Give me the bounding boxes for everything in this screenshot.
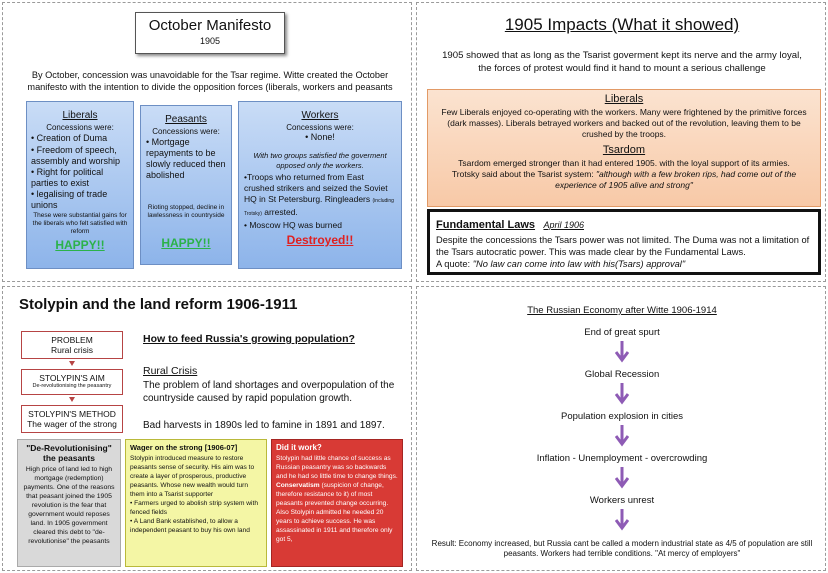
wager-heading: Wager on the strong [1906-07] (130, 443, 238, 452)
liberals-item: • Right for political parties to exist (31, 167, 104, 188)
fl-date: April 1906 (543, 220, 585, 230)
page-title: 1905 Impacts (What it showed) (504, 15, 740, 34)
liberals-note: These were substantial gains for the liberals who felt satisfied with reform (32, 212, 128, 235)
did-it-work-text1: Stolypin had little chance of success as Russian peasantry was so backwards and he had so little time to change things. (276, 455, 398, 480)
rural-crisis-text: The problem of land shortages and overpopulation of the countryside caused by rapid population growth. (143, 380, 395, 404)
workers-detail-end: arrested. (261, 207, 298, 217)
wager-text: Stolypin introduced measure to restore peasants sense of security. His aim was to create a layer of prosperous, productive peasants. Whose new wealth would turn them into a Tsarist supporter (130, 455, 255, 498)
title-box (135, 12, 285, 54)
workers-detail-text: •Troops who returned from East crushed strikers and seized the Soviet HQ in St Petersburg. Ringleaders (244, 172, 388, 204)
did-it-work-heading: Did it work? (276, 443, 322, 452)
workers-detail (239, 172, 401, 220)
did-it-work-bold: Conservatism (276, 482, 320, 489)
peasants-box (140, 105, 232, 265)
down-arrow-icon (615, 509, 629, 531)
workers-box (238, 101, 402, 269)
did-it-work-box (271, 439, 403, 567)
wager-bullet: • Farmers urged to abolish strip system with fenced fields (130, 500, 258, 516)
tsardom-quote: "although with a few broken rips, had come out of the experience of 1905 alive and strong" (555, 169, 797, 190)
fl-heading-row (430, 212, 818, 233)
problem-text: Rural crisis (50, 345, 94, 355)
down-arrow-icon (615, 425, 629, 447)
fl-heading: Fundamental Laws (436, 219, 536, 231)
wager-box (125, 439, 267, 567)
tsardom-heading: Tsardom (602, 144, 646, 156)
liberals-item: • Creation of Duma (31, 133, 108, 143)
step-text: Inflation - Unemployment - overcrowding (536, 453, 708, 464)
did-it-work-text2: (suspicion of change, therefore resistance to it) of most peasants prevented change occurring. Also Stolypin admitted he needed 20 years to achieve success. He was assassinated in 1911 and therefore only got 5, (276, 482, 393, 543)
down-arrow-shape (616, 509, 628, 528)
aim-box (21, 369, 123, 395)
fundamental-laws-box (427, 209, 821, 275)
rural-crisis-heading: Rural Crisis (143, 365, 198, 377)
problem-box (21, 331, 123, 359)
peasants-note: Rioting stopped, decline in lawlessness in countryside (147, 204, 225, 219)
aim-heading: STOLYPIN'S AIM (39, 373, 105, 383)
step-text: End of great spurt (584, 327, 660, 338)
intro-text: By October, concession was unavoidable for the Tsar regime. Witte created the October manifesto with the intention to divide the opposition forces (liberals, workers and peasants (27, 70, 393, 92)
rural-crisis-text2: Bad harvests in 1890s led to famine in 1891 and 1897. (143, 420, 385, 431)
liberals-verdict: HAPPY!! (55, 238, 105, 252)
method-box (21, 405, 123, 433)
peasants-heading: Peasants (165, 114, 207, 125)
down-arrow-icon (615, 383, 629, 405)
liberals-label: Concessions were: (46, 123, 114, 132)
down-arrow-shape (616, 467, 628, 486)
fl-quote-lead: A quote: (436, 259, 473, 269)
down-arrow-icon (615, 341, 629, 363)
workers-label: Concessions were: (286, 123, 354, 132)
page-title: Stolypin and the land reform 1906-1911 (19, 296, 298, 313)
fl-quote-line (430, 258, 818, 270)
subtitle: 1905 (199, 36, 221, 46)
step-text: Global Recession (584, 369, 660, 380)
arrow-icon (69, 397, 75, 402)
question: How to feed Russia's growing population? (143, 333, 355, 345)
method-text: The wager of the strong (27, 419, 117, 429)
derevolutionising-heading: "De-Revolutionising" the peasants (26, 443, 112, 463)
panel-october-manifesto (2, 2, 412, 282)
result-text: Result: Economy increased, but Russia cant be called a modern industrial state as 4/5 of population are still peasants. Workers had terrible conditions. "At mercy of employers" (431, 539, 813, 558)
liberals-tsardom-box (427, 89, 821, 207)
workers-item: • None! (305, 132, 335, 142)
arrow-icon (69, 361, 75, 366)
step-text: Workers unrest (589, 495, 655, 506)
wager-bullet: • A Land Bank established, to allow a independent peasant to buy his own land (130, 518, 250, 534)
down-arrow-icon (615, 467, 629, 489)
fl-text: Despite the concessions the Tsars power was not limited. The Duma was not a limitation of the Tsars autocratic power. This was made clear by the Fundamental Laws. (436, 235, 810, 257)
aim-text: De-revolutionising the peasantry (32, 383, 112, 389)
method-heading: STOLYPIN'S METHOD (28, 409, 116, 419)
page-title: The Russian Economy after Witte 1906-1914 (527, 305, 717, 316)
problem-heading: PROBLEM (51, 335, 93, 345)
tsardom-quote-lead: Trotsky said about the Tsarist system: (451, 169, 597, 179)
workers-italic: With two groups satisfied the goverment opposed only the workers. (253, 151, 387, 170)
liberals-item: • legalising of trade unions (31, 189, 108, 210)
derevolutionising-box (17, 439, 121, 567)
down-arrow-shape (616, 383, 628, 402)
fl-quote: "No law can come into law with his(Tsars) approval" (472, 259, 686, 269)
down-arrow-shape (616, 425, 628, 444)
workers-heading: Workers (301, 110, 339, 121)
liberals-text: Few Liberals enjoyed co-operating with the workers. Many were frightened by the primitive forces (dark masses). Liberals betrayed workers and backed out of the revolution, leaving them to be crushed by the troops. (441, 107, 807, 139)
tsardom-quote-line (428, 169, 820, 191)
workers-item2: • Moscow HQ was burned (244, 220, 342, 230)
workers-detail-small: (including Trotsky) (244, 198, 394, 217)
peasants-label: Concessions were: (152, 127, 220, 136)
page-title: October Manifesto (148, 17, 272, 34)
liberals-box (26, 101, 134, 269)
panel-1905-impacts (416, 2, 826, 282)
peasants-item: • Mortgage repayments to be slowly reduced then abolished (146, 137, 226, 180)
liberals-heading: Liberals (62, 110, 98, 121)
tsardom-text: Tsardom emerged stronger than it had entered 1905. with the loyal support of its armies. (458, 158, 790, 168)
liberals-item: • Freedom of speech, assembly and worship (31, 145, 121, 166)
peasants-verdict: HAPPY!! (161, 236, 211, 250)
step-text: Population explosion in cities (561, 411, 683, 422)
panel-russian-economy (416, 286, 826, 571)
down-arrow-shape (616, 341, 628, 360)
intro-text: 1905 showed that as long as the Tsarist goverment kept its nerve and the army loyal, the forces of protest would find it hand to mount a serious challenge (442, 50, 802, 74)
liberals-heading: Liberals (604, 93, 644, 105)
panel-stolypin (2, 286, 412, 571)
workers-verdict: Destroyed!! (286, 233, 354, 247)
derevolutionising-text: High price of land led to high mortgage (redemption) payments. One of the reasons that peasant joined the 1905 revolution is the fear that government would reposes land. In 1905 government cleared this debt to "de-revolutionise" the peasants (23, 466, 115, 545)
did-it-work-text (272, 452, 402, 544)
